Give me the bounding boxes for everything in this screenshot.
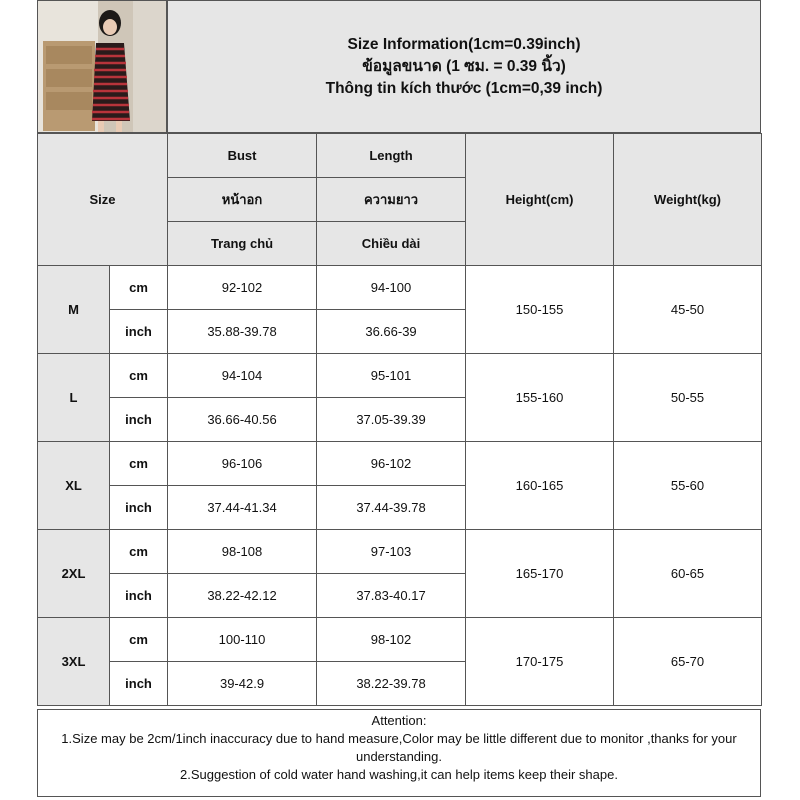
weight-value: 65-70 xyxy=(614,618,762,706)
size-table xyxy=(37,133,762,706)
length-cm: 98-102 xyxy=(317,618,466,662)
bust-cm: 92-102 xyxy=(168,266,317,310)
length-inch: 37.44-39.78 xyxy=(317,486,466,530)
bust-cm: 96-106 xyxy=(168,442,317,486)
height-value: 160-165 xyxy=(466,442,614,530)
bust-cm: 100-110 xyxy=(168,618,317,662)
unit-label: inch xyxy=(110,310,168,354)
attention-note-2: 2.Suggestion of cold water hand washing,it can help items keep their shape. xyxy=(180,767,618,782)
bust-header-th: หน้าอก xyxy=(168,178,317,222)
bust-cm: 94-104 xyxy=(168,354,317,398)
unit-label: cm xyxy=(110,354,168,398)
weight-value: 55-60 xyxy=(614,442,762,530)
size-column-header: Size xyxy=(38,134,168,266)
length-inch: 37.83-40.17 xyxy=(317,574,466,618)
length-inch: 38.22-39.78 xyxy=(317,662,466,706)
weight-value: 45-50 xyxy=(614,266,762,354)
header-line-thai: ข้อมูลขนาด (1 ซม. = 0.39 นิ้ว) xyxy=(362,57,566,75)
attention-title: Attention: xyxy=(371,713,427,728)
weight-header: Weight(kg) xyxy=(614,134,762,266)
unit-label: cm xyxy=(110,618,168,662)
height-value: 170-175 xyxy=(466,618,614,706)
weight-value: 60-65 xyxy=(614,530,762,618)
height-value: 165-170 xyxy=(466,530,614,618)
unit-label: cm xyxy=(110,530,168,574)
model-photo-icon xyxy=(38,1,167,133)
length-inch: 37.05-39.39 xyxy=(317,398,466,442)
bust-inch: 38.22-42.12 xyxy=(168,574,317,618)
unit-label: inch xyxy=(110,486,168,530)
bust-inch: 36.66-40.56 xyxy=(168,398,317,442)
height-header: Height(cm) xyxy=(466,134,614,266)
header-line-english: Size Information(1cm=0.39inch) xyxy=(347,35,581,53)
product-photo xyxy=(37,0,167,133)
length-cm: 95-101 xyxy=(317,354,466,398)
size-label: XL xyxy=(38,442,110,530)
bust-cm: 98-108 xyxy=(168,530,317,574)
table-row xyxy=(38,530,762,574)
height-value: 155-160 xyxy=(466,354,614,442)
length-cm: 94-100 xyxy=(317,266,466,310)
length-header-en: Length xyxy=(317,134,466,178)
table-row xyxy=(38,354,762,398)
height-value: 150-155 xyxy=(466,266,614,354)
unit-label: inch xyxy=(110,662,168,706)
size-info-header xyxy=(167,0,761,133)
bust-inch: 39-42.9 xyxy=(168,662,317,706)
size-label: M xyxy=(38,266,110,354)
length-cm: 96-102 xyxy=(317,442,466,486)
size-label: L xyxy=(38,354,110,442)
bust-inch: 35.88-39.78 xyxy=(168,310,317,354)
unit-label: inch xyxy=(110,574,168,618)
bust-header-en: Bust xyxy=(168,134,317,178)
weight-value: 50-55 xyxy=(614,354,762,442)
size-label: 3XL xyxy=(38,618,110,706)
attention-note-1: 1.Size may be 2cm/1inch inaccuracy due to hand measure,Color may be little different due to monitor ,thanks for your understanding. xyxy=(61,731,737,764)
table-row xyxy=(38,618,762,662)
bust-header-vi: Trang chủ xyxy=(168,222,317,266)
bust-inch: 37.44-41.34 xyxy=(168,486,317,530)
length-inch: 36.66-39 xyxy=(317,310,466,354)
length-cm: 97-103 xyxy=(317,530,466,574)
length-header-th: ความยาว xyxy=(317,178,466,222)
header-line-vietnamese: Thông tin kích thước (1cm=0,39 inch) xyxy=(325,79,603,97)
table-row xyxy=(38,266,762,310)
unit-label: cm xyxy=(110,266,168,310)
length-header-vi: Chiều dài xyxy=(317,222,466,266)
table-row xyxy=(38,442,762,486)
size-label: 2XL xyxy=(38,530,110,618)
unit-label: inch xyxy=(110,398,168,442)
attention-notes xyxy=(37,709,761,797)
unit-label: cm xyxy=(110,442,168,486)
